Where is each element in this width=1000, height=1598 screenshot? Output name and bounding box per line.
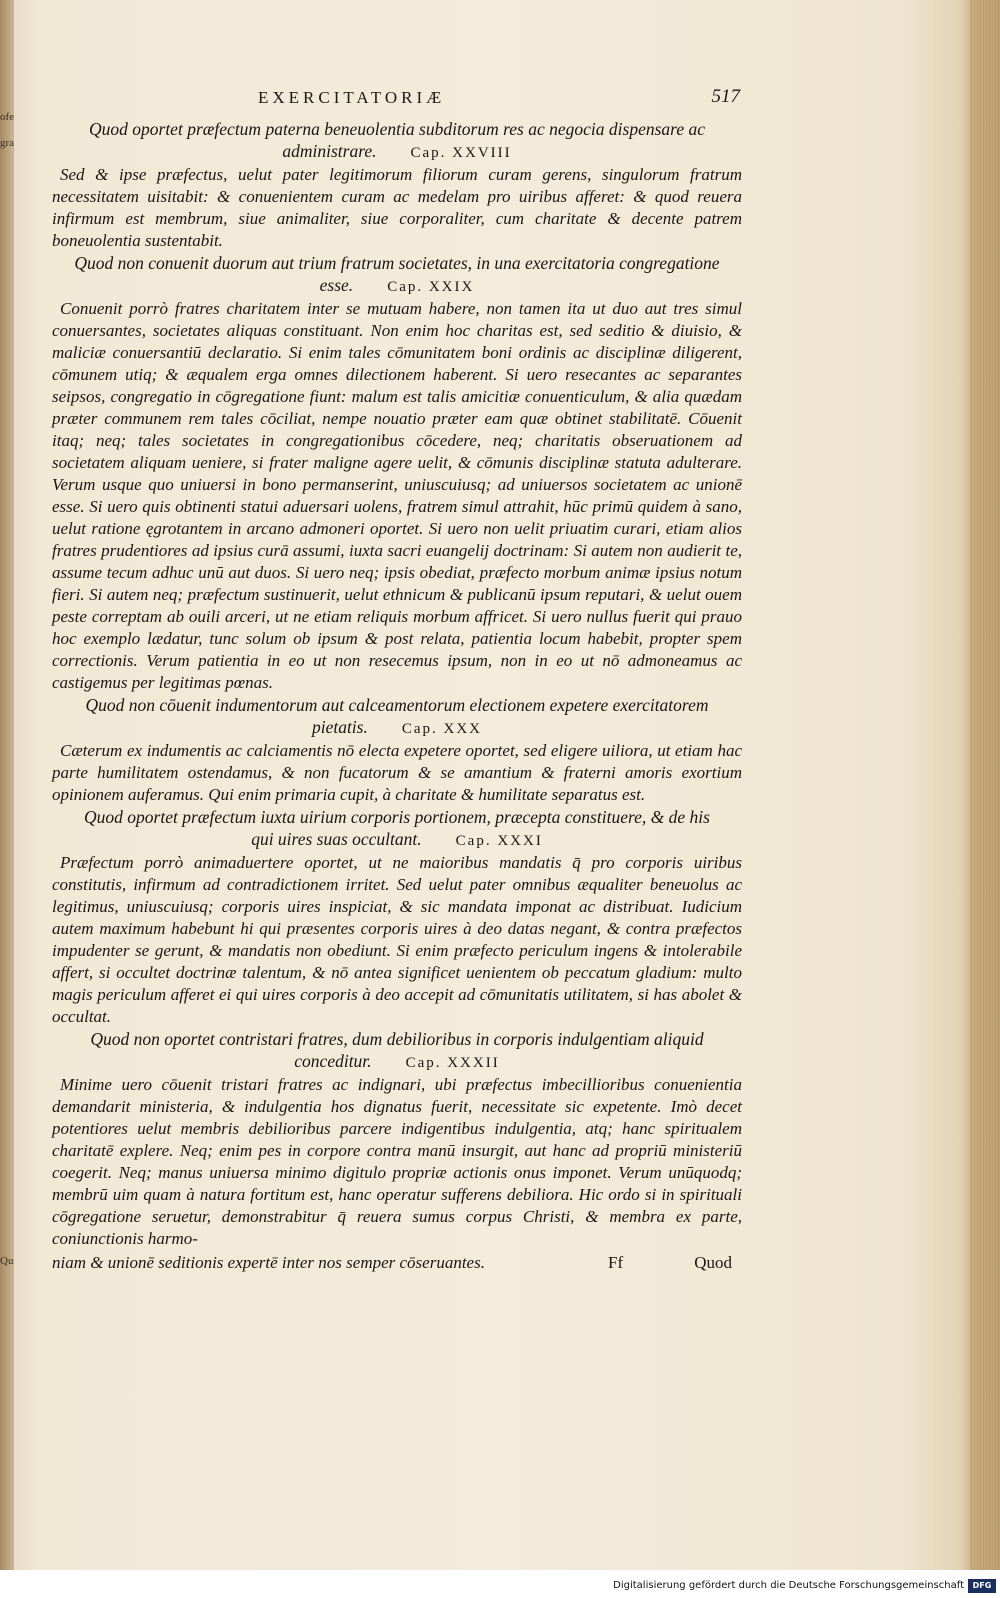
margin-fragment — [0, 786, 18, 812]
running-head: EXERCITATORIÆ — [258, 88, 446, 107]
margin-fragment — [0, 864, 18, 890]
chapter-number: Cap. XXVIII — [410, 145, 512, 161]
chapter-number: Cap. XXX — [401, 721, 483, 737]
margin-fragment — [0, 552, 18, 578]
margin-fragment — [0, 1202, 18, 1228]
margin-fragment — [0, 474, 18, 500]
margin-fragment — [0, 266, 18, 292]
credit-text: Digitalisierung gefördert durch die Deutsche Forschungsgemeinschaft — [613, 1580, 964, 1591]
chapter-heading: Quod non oportet contristari fratres, dum debilioribus in corporis indulgentiam aliquid conceditur. Cap. XXXII — [90, 1029, 704, 1071]
margin-fragment — [0, 500, 18, 526]
chapter-heading: Quod non cōuenit indumentorum aut calceamentorum electionem expetere exercitatorem pietatis. Cap. XXX — [85, 695, 709, 737]
margin-fragment — [0, 1228, 18, 1254]
margin-fragment — [0, 344, 18, 370]
section-31 — [52, 806, 742, 1028]
margin-fragment: ofe — [0, 111, 15, 123]
margin-fragment — [0, 708, 18, 734]
margin-fragment — [0, 292, 18, 318]
margin-fragment — [0, 630, 18, 656]
credit-bar — [0, 1576, 1000, 1598]
section-32 — [52, 1028, 742, 1250]
margin-fragment — [0, 578, 18, 604]
chapter-text: Minime uero cōuenit tristari fratres ac indignari, ubi præfectus imbecillioribus conuenientia demandarit ministeria, & indulgentia hos dignatus fuerit, necessitate sic expetente. Imò decet potentiores uelut membris debilioribus parcere indigentibus indulgentia, atq; hanc spiritualem charitatē explere. Neq; enim pes in corpore contra manū insurgit, aut hanc ad propriū ministeriū coegerit. Neq; manus uniuersa minimo digitulo propriæ actionis onus imponet. Verum unūquodq; membrū uim quam à natura fortitum est, hanc operatur sufferens debiliora. Hic ordo si in spirituali cōgregatione seruetur, demonstrabitur q̄ reuera sumus corpus Christi, & membra ex parte, coniunctionis harmo- — [52, 1075, 742, 1248]
margin-fragment — [0, 162, 18, 188]
chapter-number: Cap. XXIX — [387, 279, 475, 295]
dfg-logo-icon: DFG — [968, 1579, 996, 1593]
margin-fragment — [0, 916, 18, 942]
signature-mark: Ff — [608, 1253, 624, 1272]
section-30 — [52, 694, 742, 806]
margin-fragment — [0, 942, 18, 968]
margin-fragment — [0, 318, 18, 344]
page-header — [60, 86, 740, 116]
margin-fragment — [0, 370, 18, 396]
margin-fragment — [0, 1176, 18, 1202]
catchword: Quod — [694, 1253, 732, 1272]
margin-fragment — [0, 1020, 18, 1046]
margin-fragment — [0, 734, 18, 760]
chapter-text: Præfectum porrò animaduertere oportet, ut ne maioribus mandatis q̄ pro corporis uiribus constitutis, infirmum ad contradictionem irritet. Sed uelut pater omnibus æqualiter beneuolus ac legitimus, uniuscuiusq; corporis uires inspiciat, & sic mandata imponat ac distribuat. Iudicium autem maximum habebunt hi qui præsentes corporis uires à deo datas negant, & contra præfectos impudenter se gerunt, & mandatis non obediunt. Si enim præfecto periculum ingens & intolerabile affert, si occultet doctrinæ talentum, & nō antea significet uenientem ob peccatum gladium: multo magis periculum afferet ei qui uires corporis à deo accepit ad cōmunitatis utilitatem, si has abolet & occultat. — [52, 853, 742, 1026]
margin-fragment — [0, 422, 18, 448]
margin-fragment — [0, 1150, 18, 1176]
chapter-heading: Quod oportet præfectum paterna beneuolentia subditorum res ac negocia dispensare ac administrare. Cap. XXVIII — [89, 119, 705, 161]
margin-fragment — [0, 526, 18, 552]
margin-fragment — [0, 1098, 18, 1124]
margin-fragment — [0, 188, 18, 214]
margin-fragment — [0, 968, 18, 994]
last-line: niam & unionē seditionis expertē inter nos semper cōseruantes. — [52, 1253, 485, 1272]
margin-fragment — [0, 1124, 18, 1150]
margin-fragment: Qu — [0, 1255, 14, 1267]
section-28 — [52, 118, 742, 252]
chapter-text: Conuenit porrò fratres charitatem inter se mutuam habere, non tamen ita ut duo aut tres simul conuersantes, societates aliquas constituant. Non enim hoc charitas est, sed seditio & diuisio, & maliciæ conuersantiū declaratio. Si enim tales cōmunitatem boni ordinis ac disciplinæ diligerent, cōmunem utiq; & æqualem erga omnes dilectionem haberent. Si uero resecantes ac separantes seipsos, congregatio in cōgregatione fiunt: malum est talis amicitiæ conuenticulum, & alia quædam præter communem rem tales cōciliat, nempe nouatio præter eam quæ obtinet stabilitatē. Cōuenit itaq; neq; tales societates in congregationibus cōcedere, neq; charitatis obseruationem ad societatem aliquam ueniere, si frater maligne agere uelit, & cōmunis disciplinæ statuta adulterare. Verum usque quo uniuersi in bono permanserint, uniuscuiusq; ad uniuersos societatem ac unionē esse. Si uero quis obtinenti statui aduersari uolens, fratrem simul attrahit, hūc primū quidem à sano, uelut ratione ęgrotantem in arcano admoneri oportet. Si uero non uelit priuatim curari, etiam alios fratres prudentiores ad ipsius curā assumi, iuxta sacri euangelij doctrinam: Si autem non audierit te, assume tecum adhuc unū aut duos. Si uero neq; ipsis obediat, præfecto morbum animæ ipsius notum fieri. Si autem neq; præfectum sustinuerit, uelut ethnicum & publicanū ipsum reputari, & uelut ouem peste correptam ab ouili arceri, ut ne etiam reliquis morbum affricet. Si uero nullus fuerit qui prauo hoc exemplo lædatur, tunc solum ob ipsum & post relata, patientia locum habebit, propter spem correctionis. Verum patientia in eo ut non resecemus ipsum, non in eo ut nō admoneamus ac castigemus per legitimas pœnas. — [52, 299, 742, 692]
section-29 — [52, 252, 742, 694]
margin-fragment — [0, 448, 18, 474]
chapter-text: Sed & ipse præfectus, uelut pater legitimorum filiorum curam gerens, singulorum fratrum necessitatem uisitabit: & conuenientem curam ac medelam pro uiribus afferet: & quod reuera infirmum est membrum, siue animaliter, siue corporaliter, cum charitate & decente patrem boneuolentia sustentabit. — [52, 165, 742, 250]
margin-fragment: gra — [0, 137, 15, 149]
margin-fragment — [0, 214, 18, 240]
margin-fragment — [0, 682, 18, 708]
page-edges — [970, 0, 1000, 1570]
margin-fragment — [0, 1072, 18, 1098]
margin-fragment — [0, 760, 18, 786]
page-number: 517 — [711, 86, 740, 107]
margin-fragment — [0, 240, 18, 266]
margin-fragment — [0, 890, 18, 916]
margin-fragment — [0, 604, 18, 630]
margin-fragment — [0, 812, 18, 838]
margin-fragment — [0, 1046, 18, 1072]
margin-fragment — [0, 656, 18, 682]
page-footer — [52, 1252, 742, 1274]
chapter-heading: Quod non conuenit duorum aut trium fratrum societates, in una exercitatoria congregatione esse. Cap. XXIX — [74, 253, 720, 295]
margin-fragment — [0, 994, 18, 1020]
chapter-number: Cap. XXXI — [455, 833, 543, 849]
chapter-number: Cap. XXXII — [405, 1055, 500, 1071]
margin-fragment — [0, 396, 18, 422]
chapter-heading: Quod oportet præfectum iuxta uirium corporis portionem, præcepta constituere, & de his qui uires suas occultant. Cap. XXXI — [84, 807, 710, 849]
margin-fragment — [0, 838, 18, 864]
page-body — [52, 118, 742, 1274]
previous-page-margin — [0, 110, 18, 1350]
chapter-text: Cæterum ex indumentis ac calciamentis nō electa expetere oportet, sed eligere uiliora, ut etiam hac parte humilitatem ostendamus, & non fucatorum & se amantium & fraterni amoris exortium opinionem auferamus. Qui enim primaria cupit, à charitate & humilitate separatus est. — [52, 741, 742, 804]
